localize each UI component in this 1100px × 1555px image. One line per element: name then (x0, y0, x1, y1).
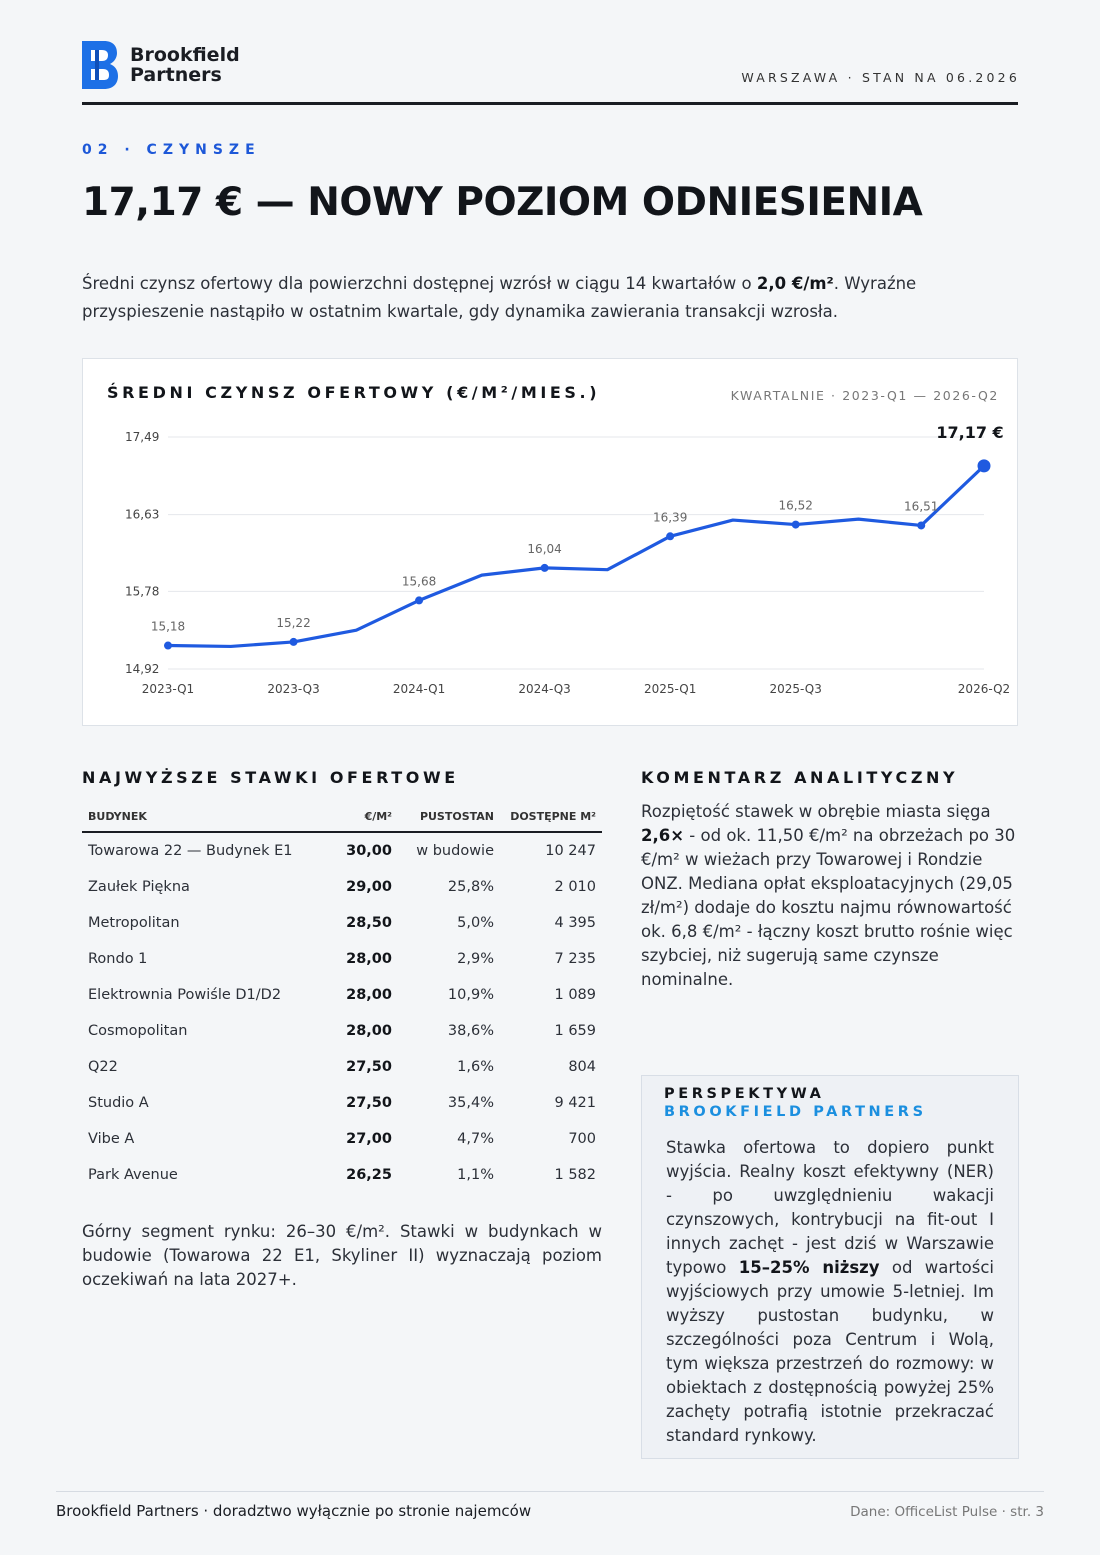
data-point (290, 638, 298, 646)
cell-building: Studio A (88, 1095, 149, 1111)
data-point (164, 642, 172, 650)
rent-line-chart (83, 359, 1017, 725)
cell-vacancy: 2,9% (457, 951, 494, 967)
cell-available: 10 247 (545, 843, 596, 859)
cell-vacancy: 35,4% (447, 1095, 494, 1111)
commentary-title: KOMENTARZ ANALITYCZNY (641, 768, 959, 787)
cell-vacancy: w budowie (416, 843, 494, 859)
cell-building: Elektrownia Powiśle D1/D2 (88, 987, 282, 1003)
page-headline: 17,17 € — NOWY POZIOM ODNIESIENIA (82, 180, 923, 225)
cell-available: 7 235 (554, 951, 596, 967)
rates-table-body (82, 832, 602, 1193)
col-vacancy: PUSTOSTAN (398, 800, 500, 832)
rates-table (82, 800, 602, 1193)
table-row (82, 1013, 602, 1049)
lead-highlight: 2,0 €/m² (756, 274, 834, 293)
data-label-latest: 17,17 € (936, 422, 1004, 442)
cell-building: Q22 (88, 1059, 118, 1075)
commentary-highlight: 2,6× (641, 826, 685, 845)
cell-vacancy: 10,9% (447, 987, 494, 1003)
table-header-row (82, 800, 602, 832)
cell-building: Zaułek Piękna (88, 879, 190, 895)
col-rate: €/M² (326, 800, 398, 832)
y-tick-label: 14,92 (125, 662, 160, 676)
y-tick-label: 16,63 (125, 507, 160, 522)
data-label: 15,18 (150, 619, 186, 634)
cell-building: Towarowa 22 — Budynek E1 (88, 843, 293, 859)
y-tick-label: 15,78 (125, 584, 160, 599)
brand-name-line1: Brookfield (130, 44, 240, 66)
y-tick-label: 17,49 (125, 430, 160, 444)
cell-rate: 27,50 (346, 1059, 392, 1075)
cell-rate: 30,00 (346, 843, 392, 859)
section-label: 02 · CZYNSZE (82, 142, 261, 158)
cell-available: 700 (568, 1131, 596, 1147)
cell-building: Metropolitan (88, 915, 180, 931)
x-tick-label: 2025-Q3 (769, 682, 822, 696)
brand-logo-icon (82, 41, 118, 89)
data-point (978, 459, 991, 472)
chart-range: KWARTALNIE · 2023-Q1 — 2026-Q2 (730, 388, 999, 403)
perspective-title: PERSPEKTYWA (664, 1086, 825, 1102)
data-label: 16,51 (904, 499, 939, 514)
cell-rate: 28,00 (346, 987, 392, 1003)
cell-vacancy: 1,6% (457, 1059, 494, 1075)
x-tick-label: 2026-Q2 (957, 682, 1011, 696)
perspective-highlight: 15–25% niższy (738, 1258, 880, 1277)
x-tick-label: 2024-Q1 (392, 682, 446, 696)
brand-name-line2: Partners (130, 64, 222, 86)
data-point (792, 521, 800, 529)
cell-available: 1 659 (554, 1023, 596, 1039)
perspective-subtitle: BROOKFIELD PARTNERS (664, 1104, 927, 1120)
cell-available: 9 421 (554, 1095, 596, 1111)
perspective-box (641, 1075, 1019, 1459)
footer-tagline: Brookfield Partners · doradztwo wyłącznie po stronie najemców (56, 1502, 532, 1520)
cell-rate: 28,00 (346, 1023, 392, 1039)
cell-rate: 28,50 (346, 915, 392, 931)
table-row (82, 941, 602, 977)
cell-available: 1 582 (554, 1167, 596, 1183)
brand-name (130, 45, 240, 85)
data-label: 16,39 (652, 510, 688, 525)
cell-vacancy: 25,8% (447, 879, 494, 895)
table-note: Górny segment rynku: 26–30 €/m². Stawki w budynkach w budowie (Towarowa 22 E1, Skyliner II) wyznaczają poziom oczekiwań na lata 2027+. (82, 1222, 602, 1289)
cell-available: 4 395 (554, 915, 596, 931)
data-point (666, 532, 674, 540)
cell-rate: 29,00 (346, 879, 392, 895)
perspective-text-1: Stawka ofertowa to dopiero punkt wyjścia. Realny koszt efektywny (NER) - po uwzględnieniu wakacji czynszowych, kontrybucji na fit-out I innych zachęt - jest dziś w Warszawie typowo (666, 1138, 994, 1277)
data-point (917, 521, 925, 529)
chart-title: ŚREDNI CZYNSZ OFERTOWY (€/M²/MIES.) (107, 383, 601, 402)
perspective-text (666, 1136, 994, 1448)
location-date: WARSZAWA · STAN NA 06.2026 (741, 70, 1020, 85)
brand-logo (82, 41, 240, 89)
table-row (82, 832, 602, 869)
footer-divider (56, 1491, 1044, 1492)
cell-rate: 28,00 (346, 951, 392, 967)
cell-vacancy: 4,7% (457, 1131, 494, 1147)
lead-text-1: Średni czynsz ofertowy dla powierzchni dostępnej wzrósł w ciągu 14 kwartałów o (82, 274, 757, 293)
cell-available: 2 010 (554, 879, 596, 895)
commentary-text (641, 800, 1021, 992)
x-tick-label: 2024-Q3 (518, 682, 571, 696)
cell-vacancy: 5,0% (457, 915, 494, 931)
commentary-text-2: - od ok. 11,50 €/m² na obrzeżach po 30 €/m² w wieżach przy Towarowej i Rondzie ONZ. Mediana opłat eksploatacyjnych (29,05 zł/m²) dodaje do kosztu najmu równowartość ok. 6,8 €/m² - łączny koszt brutto rośnie więc szybciej, niż sugerują same czynsze nominalne. (641, 826, 1016, 989)
table-row (82, 905, 602, 941)
commentary-text-1: Rozpiętość stawek w obrębie miasta sięga (641, 802, 991, 821)
header-divider (82, 102, 1018, 105)
col-building: BUDYNEK (82, 800, 326, 832)
col-available: DOSTĘPNE M² (500, 800, 602, 832)
x-tick-label: 2025-Q1 (643, 682, 697, 696)
cell-building: Park Avenue (88, 1167, 178, 1183)
rates-table-title: NAJWYŻSZE STAWKI OFERTOWE (82, 768, 459, 787)
perspective-text-2: od wartości wyjściowych przy umowie 5-letniej. Im wyższy pustostan budynku, w szczególności poza Centrum i Wolą, tym większa przestrzeń do rozmowy: w obiektach z dostępnością powyżej 25% zachęty potrafią istotnie przekraczać standard rynkowy. (666, 1258, 995, 1445)
cell-building: Rondo 1 (88, 951, 148, 967)
data-label: 16,04 (527, 541, 562, 556)
table-row (82, 1049, 602, 1085)
rent-chart-card (82, 358, 1018, 726)
table-row (82, 869, 602, 905)
cell-building: Vibe A (88, 1131, 135, 1147)
cell-available: 804 (568, 1059, 596, 1075)
data-label: 16,52 (778, 498, 813, 513)
table-row (82, 1085, 602, 1121)
data-point (541, 564, 549, 572)
table-row (82, 1121, 602, 1157)
x-tick-label: 2023-Q3 (267, 682, 320, 696)
x-tick-label: 2023-Q1 (141, 682, 195, 696)
cell-rate: 27,50 (346, 1095, 392, 1111)
data-label: 15,68 (401, 574, 437, 589)
cell-available: 1 089 (554, 987, 596, 1003)
cell-vacancy: 38,6% (447, 1023, 494, 1039)
cell-building: Cosmopolitan (88, 1023, 188, 1039)
data-label: 15,22 (276, 615, 311, 630)
lead-text-2: . Wyraźne przyspieszenie nastąpiło w ostatnim kwartale, gdy dynamika zawierania transakcji wzrosła. (82, 274, 917, 321)
table-row (82, 977, 602, 1013)
lead-paragraph (82, 270, 962, 326)
footer-source: Dane: OfficeList Pulse · str. 3 (850, 1504, 1044, 1520)
data-point (415, 596, 423, 604)
cell-vacancy: 1,1% (457, 1167, 494, 1183)
cell-rate: 26,25 (346, 1167, 392, 1183)
cell-rate: 27,00 (346, 1131, 392, 1147)
table-row (82, 1157, 602, 1193)
